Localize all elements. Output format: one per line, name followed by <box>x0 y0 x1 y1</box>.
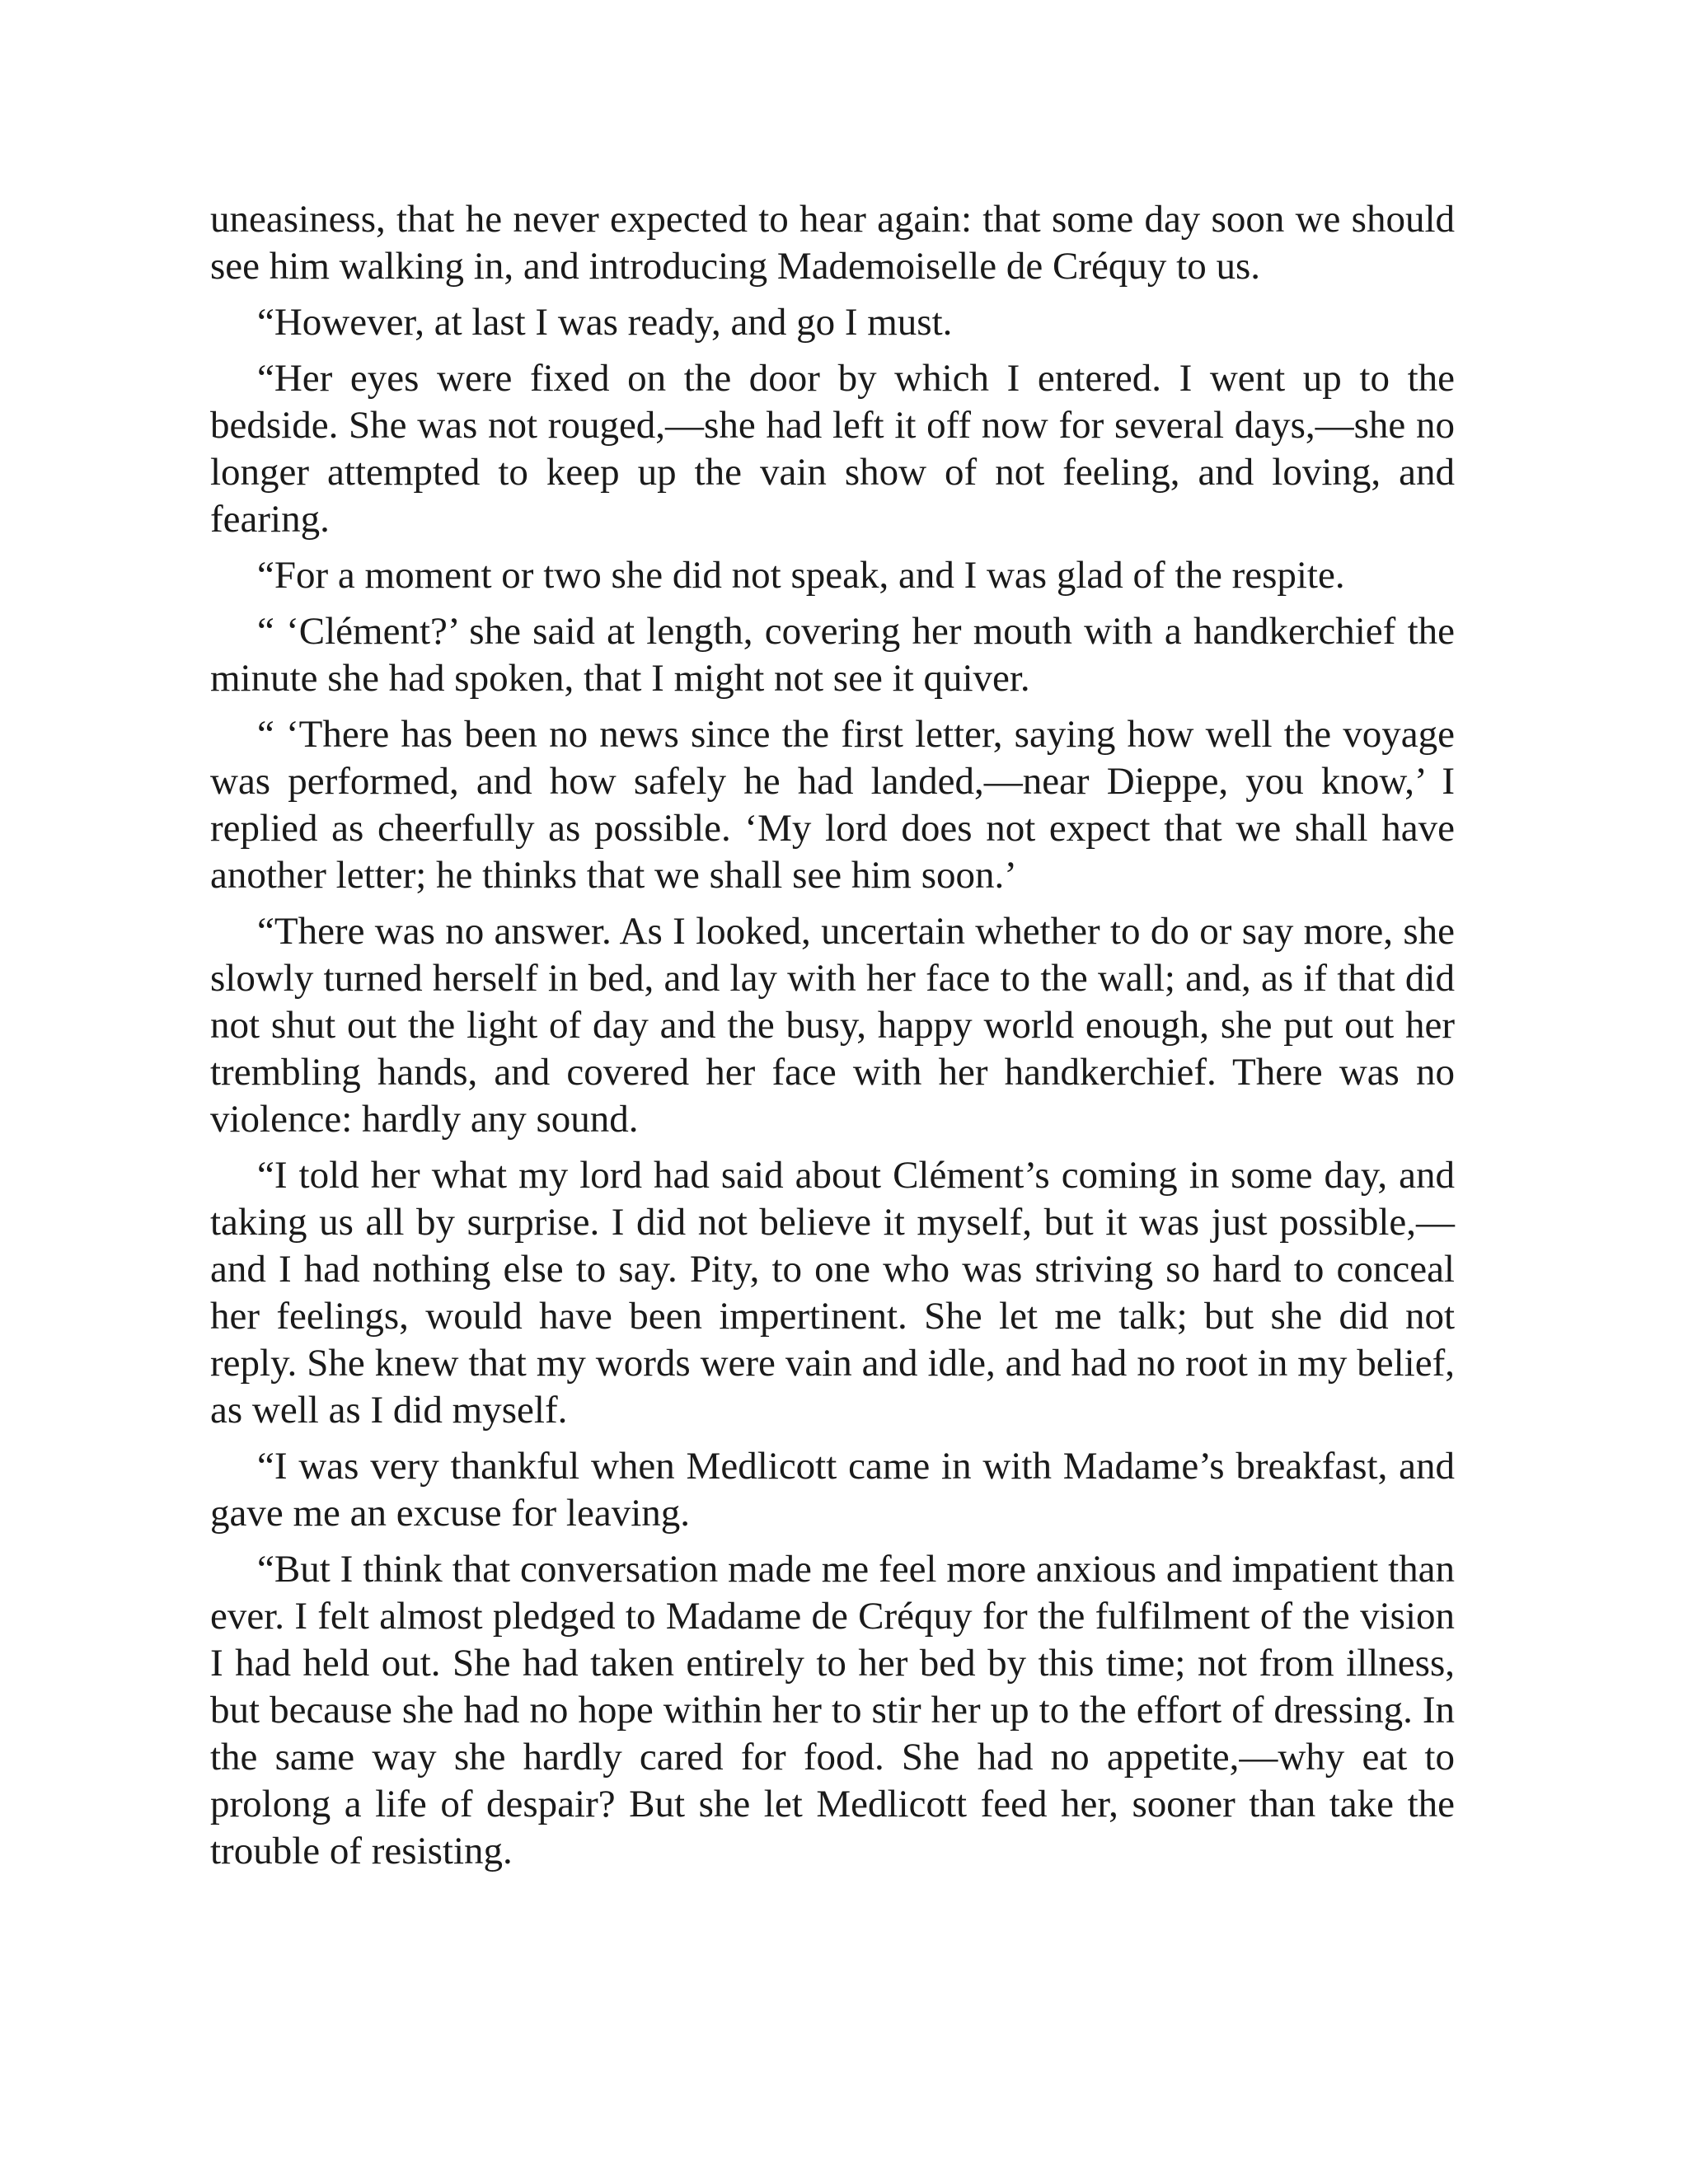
paragraph: “However, at last I was ready, and go I must. <box>257 301 953 344</box>
paragraph: “There was no answer. As I looked, uncertain whether to do or say more, she slowly turned herself in bed, and lay with her face to the wall; and, as if that did not shut out the light of day and the busy, happy world enough, she put out her trembling hands, and covered her face with her handkerchief. There was no violence: hardly any sound. <box>210 910 1455 1141</box>
paragraph: “But I think that conversation made me feel more anxious and impatient than ever. I felt almost pledged to Madame de Créquy for the fulfilment of the vision I had held out. She had taken entirely to her bed by this time; not from illness, but because she had no hope within her to stir her up to the effort of dressing. In the same way she hardly cared for food. She had no appetite,—why eat to prolong a life of despair? But she let Medlicott feed her, sooner than take the trouble of resisting. <box>210 1548 1455 1872</box>
paragraph: “ ‘Clément?’ she said at length, covering her mouth with a handkerchief the minute she had spoken, that I might not see it quiver. <box>210 610 1455 700</box>
paragraph: “ ‘There has been no news since the first letter, saying how well the voyage was performed, and how safely he had landed,—near Dieppe, you know,’ I replied as cheerfully as possible. ‘My lord does not expect that we shall have another letter; he thinks that we shall see him soon.’ <box>210 713 1455 897</box>
paragraph: “I was very thankful when Medlicott came in with Madame’s breakfast, and gave me an excuse for leaving. <box>210 1445 1455 1535</box>
paragraph: “For a moment or two she did not speak, and I was glad of the respite. <box>257 554 1345 597</box>
paragraph: uneasiness, that he never expected to hear again: that some day soon we should see him walking in, and introducing Mademoiselle de Créquy to us. <box>210 198 1455 288</box>
paragraph: “Her eyes were fixed on the door by which I entered. I went up to the bedside. She was not rouged,—she had left it off now for several days,—she no longer attempted to keep up the vain show of not feeling, and loving, and fearing. <box>210 357 1455 541</box>
paragraph: “I told her what my lord had said about Clément’s coming in some day, and taking us all by surprise. I did not believe it myself, but it was just possible,—and I had nothing else to say. Pity, to one who was striving so hard to conceal her feelings, would have been impertinent. She let me talk; but she did not reply. She knew that my words were vain and idle, and had no root in my belief, as well as I did myself. <box>210 1154 1455 1432</box>
page-body <box>210 196 1455 1884</box>
